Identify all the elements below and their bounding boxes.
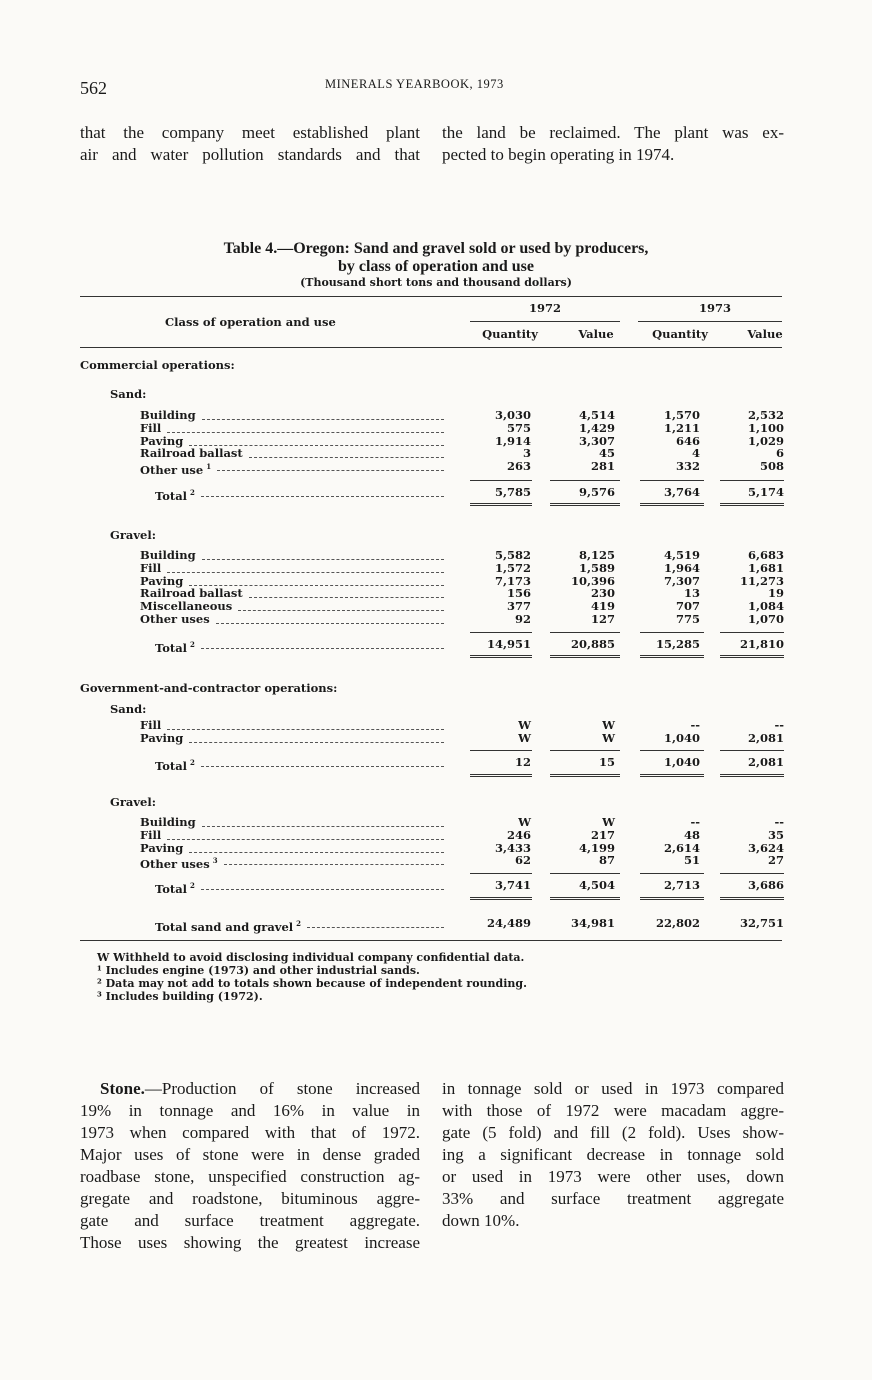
- subsection-sand-gov: Sand:: [110, 702, 147, 716]
- stone-heading: Stone.: [100, 1079, 145, 1098]
- subtotal-rule-0: [470, 632, 532, 633]
- row-g_gravel-value-3: --: [774, 815, 784, 829]
- subtotal-rule-3: [720, 632, 784, 633]
- dot-leader: [202, 419, 444, 420]
- row-g_gravel-value-1: W: [602, 815, 615, 829]
- row-label-text: Other use: [140, 463, 204, 478]
- row-c-gravel-total-value-2: 15,285: [655, 637, 700, 651]
- text-line: 33% and surface treatment aggregate: [442, 1189, 784, 1208]
- footnote-1: ¹ Includes engine (1973) and other industrial sands.: [97, 964, 420, 977]
- total-double-rule-1: [550, 774, 620, 780]
- subtotal-rule-0: [470, 873, 532, 874]
- text-line: Those uses showing the greatest increase: [80, 1233, 420, 1252]
- dot-leader: [189, 742, 444, 743]
- row-g_sand-value-2: 1,040: [663, 731, 700, 745]
- footnote-ref: 2: [190, 758, 195, 767]
- row-g-gravel-total-value-2: 2,713: [663, 878, 700, 892]
- row-g_sand-value-0: W: [518, 731, 531, 745]
- text-line: in tonnage sold or used in 1973 compared: [442, 1079, 784, 1098]
- footnote-2: ² Data may not add to totals shown because of independent rounding.: [97, 977, 527, 990]
- row-c-sand-total-value-2: 3,764: [663, 485, 700, 499]
- text-line: roadbase stone, unspecified construction ag-: [80, 1167, 420, 1186]
- subtotal-rule-1: [550, 480, 620, 481]
- row-g-gravel-total-value-3: 3,686: [747, 878, 784, 892]
- row-g-sand-total-value-2: 1,040: [663, 755, 700, 769]
- text-line: that the company meet established plant: [80, 123, 420, 142]
- dot-leader: [202, 559, 444, 560]
- row-g_sand-value-1: W: [602, 718, 615, 732]
- col-head-quantity-1972: Quantity: [482, 327, 538, 341]
- col-head-value-1973: Value: [747, 327, 783, 341]
- subtotal-rule-2: [640, 480, 704, 481]
- total-double-rule-2: [640, 774, 704, 780]
- row-c_sand-value-3: 2,532: [747, 408, 784, 422]
- row-c_gravel-value-1: 230: [590, 586, 615, 601]
- dot-leader: [224, 864, 444, 865]
- row-g_gravel-value-0: W: [518, 815, 531, 829]
- row-c_sand-value-1: 281: [590, 459, 615, 474]
- row-c_sand-value-3: 6: [775, 446, 784, 461]
- row-c_gravel-value-1: 1,589: [578, 560, 615, 575]
- total-double-rule-2: [640, 655, 704, 661]
- dot-leader: [167, 572, 444, 573]
- row-c_sand-value-2: 4: [691, 446, 700, 461]
- row-g_sand-value-2: --: [690, 718, 700, 732]
- subsection-gravel-gov: Gravel:: [110, 795, 156, 809]
- row-label-text: Building: [140, 548, 196, 562]
- row-c_sand-value-0: 1,914: [494, 433, 531, 448]
- row-g_gravel-value-3: 3,624: [747, 840, 784, 855]
- total-double-rule-2: [640, 897, 704, 903]
- total-double-rule-0: [470, 503, 532, 509]
- total-double-rule-3: [720, 503, 784, 509]
- stone-text-right: [442, 1078, 784, 1232]
- row-g_gravel-value-3: 27: [767, 853, 784, 868]
- stone-line-0: —Production of stone increased: [144, 1079, 420, 1098]
- total-double-rule-3: [720, 655, 784, 661]
- row-label-text: Total sand and gravel: [155, 919, 294, 934]
- row-label-text: Building: [140, 408, 196, 422]
- row-grand-total-value-2: 22,802: [655, 916, 700, 930]
- row-c_gravel-value-2: 7,307: [663, 573, 700, 588]
- row-c_gravel-value-2: 707: [675, 599, 700, 614]
- subtotal-rule-1: [550, 873, 620, 874]
- text-line: gate (5 fold) and fill (2 fold). Uses show-: [442, 1123, 784, 1142]
- text-line: air and water pollution standards and that: [80, 145, 420, 164]
- col-head-value-1972: Value: [578, 327, 614, 341]
- row-label-text: Fill: [140, 718, 162, 732]
- row-c_sand-label: [140, 447, 243, 460]
- subsection-sand: Sand:: [110, 387, 147, 401]
- row-g-sand-total-label: [155, 756, 195, 773]
- total-double-rule-0: [470, 655, 532, 661]
- text-line: [80, 1078, 420, 1100]
- dot-leader: [167, 839, 444, 840]
- dot-leader: [201, 496, 444, 497]
- row-c_sand-value-3: 508: [759, 459, 784, 474]
- text-line: 1973 when compared with that of 1972.: [80, 1123, 420, 1142]
- subtotal-rule-0: [470, 750, 532, 751]
- row-c_sand-value-2: 332: [675, 459, 700, 474]
- total-double-rule-1: [550, 655, 620, 661]
- row-c_gravel-value-2: 1,964: [663, 560, 700, 575]
- row-grand-total-label: [155, 917, 301, 934]
- row-g_sand-value-0: W: [518, 718, 531, 732]
- subtotal-rule-3: [720, 480, 784, 481]
- subtotal-rule-2: [640, 873, 704, 874]
- row-c-sand-total-value-3: 5,174: [747, 485, 784, 499]
- row-label-text: Total: [155, 881, 188, 896]
- row-g_gravel-value-1: 217: [590, 827, 615, 842]
- row-g_gravel-value-0: 3,433: [494, 840, 531, 855]
- total-double-rule-1: [550, 503, 620, 509]
- dot-leader: [307, 927, 444, 928]
- footnote-w: W Withheld to avoid disclosing individual company confidential data.: [97, 951, 525, 964]
- row-g_gravel-label: [140, 842, 183, 855]
- section-commercial: Commercial operations:: [80, 358, 235, 372]
- year-rule-1973: [638, 321, 782, 322]
- dot-leader: [201, 766, 444, 767]
- dot-leader: [238, 610, 444, 611]
- text-line: Major uses of stone were in dense graded: [80, 1145, 420, 1164]
- footnote-ref: 2: [190, 488, 195, 497]
- footnote-ref: 1: [206, 462, 212, 472]
- row-g_gravel-value-2: --: [690, 815, 700, 829]
- row-grand-total-value-1: 34,981: [570, 916, 615, 930]
- row-g_gravel-value-3: 35: [767, 827, 784, 842]
- dot-leader: [217, 470, 444, 471]
- text-line: pected to begin operating in 1974.: [442, 145, 675, 164]
- stone-text-left: [80, 1078, 420, 1254]
- row-c_gravel-value-0: 5,582: [494, 548, 531, 562]
- row-c-sand-total-value-0: 5,785: [494, 485, 531, 499]
- text-line: 19% in tonnage and 16% in value in: [80, 1101, 420, 1120]
- row-label-text: Miscellaneous: [140, 599, 233, 614]
- text-line: down 10%.: [442, 1211, 520, 1230]
- row-g-gravel-total-value-1: 4,504: [578, 878, 615, 892]
- top-text-right: [442, 122, 784, 166]
- footnote-ref: 2: [190, 881, 195, 890]
- row-c_gravel-value-1: 127: [590, 612, 615, 626]
- row-c_sand-value-1: 45: [598, 446, 615, 461]
- footnote-ref: 2: [296, 919, 302, 928]
- col-head-quantity-1973: Quantity: [652, 327, 708, 341]
- row-c_gravel-value-2: 775: [675, 612, 700, 626]
- row-c_sand-value-1: 4,514: [578, 408, 615, 422]
- row-grand-total-value-0: 24,489: [486, 916, 531, 930]
- subtotal-rule-1: [550, 750, 620, 751]
- row-label-text: Paving: [140, 433, 184, 448]
- row-c_sand-value-0: 575: [506, 420, 531, 435]
- dot-leader: [167, 729, 444, 730]
- section-government: Government-and-contractor operations:: [80, 681, 338, 695]
- row-g-gravel-total-label: [155, 879, 195, 896]
- row-c_gravel-value-0: 92: [514, 612, 531, 626]
- row-c_gravel-value-1: 8,125: [578, 548, 615, 562]
- row-grand-total-value-3: 32,751: [739, 916, 784, 930]
- dot-leader: [201, 889, 444, 890]
- row-c_gravel-value-0: 1,572: [494, 560, 531, 575]
- table-units: (Thousand short tons and thousand dollars): [300, 276, 572, 289]
- row-c_gravel-value-0: 7,173: [494, 573, 531, 588]
- row-c_sand-value-3: 1,029: [747, 433, 784, 448]
- text-line: with those of 1972 were macadam aggre-: [442, 1101, 784, 1120]
- row-label-text: Other uses: [140, 857, 210, 872]
- row-c_sand-value-1: 1,429: [578, 420, 615, 435]
- subsection-gravel: Gravel:: [110, 528, 156, 542]
- table-top-rule: [80, 296, 782, 297]
- row-label-text: Fill: [140, 560, 162, 575]
- row-label-text: Total: [155, 758, 188, 773]
- row-label-text: Total: [155, 640, 188, 655]
- text-line: ing a significant decrease in tonnage sold: [442, 1145, 784, 1164]
- text-line: gregate and roadstone, bituminous aggre-: [80, 1189, 420, 1208]
- row-c_gravel-value-0: 377: [506, 599, 531, 614]
- total-double-rule-2: [640, 503, 704, 509]
- row-c_gravel-value-1: 419: [590, 599, 615, 614]
- header-bottom-rule: [80, 347, 782, 348]
- row-c_gravel-value-0: 156: [506, 586, 531, 601]
- dot-leader: [202, 826, 444, 827]
- page-number: 562: [80, 78, 107, 98]
- total-double-rule-0: [470, 774, 532, 780]
- row-g_gravel-value-2: 2,614: [663, 840, 700, 855]
- row-label-text: Railroad ballast: [140, 446, 243, 461]
- total-double-rule-3: [720, 897, 784, 903]
- table-bottom-rule: [80, 940, 782, 941]
- row-g_gravel-value-2: 51: [683, 853, 700, 868]
- row-c_gravel-value-3: 19: [767, 586, 784, 601]
- row-c_sand-value-0: 263: [506, 459, 531, 474]
- dot-leader: [216, 623, 444, 624]
- row-g_sand-value-3: --: [774, 718, 784, 732]
- row-label-text: Total: [155, 488, 188, 503]
- row-c_gravel-value-2: 13: [683, 586, 700, 601]
- row-c_gravel-label: [140, 613, 210, 626]
- dot-leader: [201, 648, 444, 649]
- row-label-text: Fill: [140, 827, 162, 842]
- row-label-text: Fill: [140, 420, 162, 435]
- footnote-3: ³ Includes building (1972).: [97, 990, 263, 1003]
- row-c_sand-value-1: 3,307: [578, 433, 615, 448]
- text-line: gate and surface treatment aggregate.: [80, 1211, 420, 1230]
- row-g_gravel-label: [140, 854, 218, 871]
- row-c_gravel-value-3: 1,070: [747, 612, 784, 626]
- year-rule-1972: [470, 321, 620, 322]
- row-c_gravel-value-3: 11,273: [739, 573, 784, 588]
- row-g-sand-total-value-1: 15: [598, 755, 615, 769]
- row-c-gravel-total-value-1: 20,885: [570, 637, 615, 651]
- row-c_gravel-value-1: 10,396: [570, 573, 615, 588]
- row-c_sand-value-2: 646: [675, 433, 700, 448]
- row-label-text: Paving: [140, 731, 184, 745]
- dot-leader: [249, 457, 444, 458]
- dot-leader: [189, 852, 444, 853]
- row-g_sand-label: [140, 732, 183, 745]
- row-g-sand-total-value-0: 12: [514, 755, 531, 769]
- subtotal-rule-2: [640, 632, 704, 633]
- subtotal-rule-3: [720, 750, 784, 751]
- row-label-text: Paving: [140, 573, 184, 588]
- top-text-left: [80, 122, 420, 166]
- row-g_sand-value-1: W: [602, 731, 615, 745]
- row-c-gravel-total-label: [155, 638, 195, 655]
- row-g_gravel-value-1: 4,199: [578, 840, 615, 855]
- footnote-ref: 3: [212, 856, 218, 866]
- row-g_sand-value-3: 2,081: [747, 731, 784, 745]
- subtotal-rule-3: [720, 873, 784, 874]
- row-label-text: Railroad ballast: [140, 586, 243, 601]
- row-g-gravel-total-value-0: 3,741: [494, 878, 531, 892]
- row-c_gravel-value-3: 1,681: [747, 560, 784, 575]
- dot-leader: [249, 597, 444, 598]
- row-g_gravel-value-1: 87: [598, 853, 615, 868]
- footnote-ref: 2: [190, 640, 195, 649]
- year-1972: 1972: [528, 301, 561, 315]
- row-c_gravel-value-2: 4,519: [663, 548, 700, 562]
- row-g_gravel-value-0: 246: [506, 827, 531, 842]
- running-title: MINERALS YEARBOOK, 1973: [325, 77, 504, 91]
- row-c_gravel-value-3: 1,084: [747, 599, 784, 614]
- row-c-gravel-total-value-0: 14,951: [486, 637, 531, 651]
- row-c-gravel-total-value-3: 21,810: [739, 637, 784, 651]
- year-1973: 1973: [698, 301, 731, 315]
- subtotal-rule-0: [470, 480, 532, 481]
- subtotal-rule-2: [640, 750, 704, 751]
- total-double-rule-0: [470, 897, 532, 903]
- row-c_sand-label: [140, 460, 211, 477]
- row-g_gravel-value-0: 62: [514, 853, 531, 868]
- row-c_sand-value-3: 1,100: [747, 420, 784, 435]
- text-line: the land be reclaimed. The plant was ex-: [442, 123, 784, 142]
- table-title-line2: by class of operation and use: [337, 258, 535, 275]
- row-c-sand-total-label: [155, 486, 195, 503]
- row-c_sand-value-2: 1,570: [663, 408, 700, 422]
- text-line: or used in 1973 were other uses, down: [442, 1167, 784, 1186]
- total-double-rule-3: [720, 774, 784, 780]
- stub-header: Class of operation and use: [165, 315, 336, 329]
- table-title: Table 4.—Oregon: Sand and gravel sold or used by producers,: [223, 240, 649, 257]
- dot-leader: [167, 432, 444, 433]
- row-c_gravel-value-3: 6,683: [747, 548, 784, 562]
- total-double-rule-1: [550, 897, 620, 903]
- row-c-sand-total-value-1: 9,576: [578, 485, 615, 499]
- row-label-text: Paving: [140, 840, 184, 855]
- row-c_sand-value-0: 3,030: [494, 408, 531, 422]
- row-c_sand-value-0: 3: [522, 446, 531, 461]
- row-g-sand-total-value-3: 2,081: [747, 755, 784, 769]
- subtotal-rule-1: [550, 632, 620, 633]
- row-g_gravel-value-2: 48: [683, 827, 700, 842]
- row-c_sand-value-2: 1,211: [663, 420, 700, 435]
- row-label-text: Other uses: [140, 612, 210, 626]
- row-label-text: Building: [140, 815, 196, 829]
